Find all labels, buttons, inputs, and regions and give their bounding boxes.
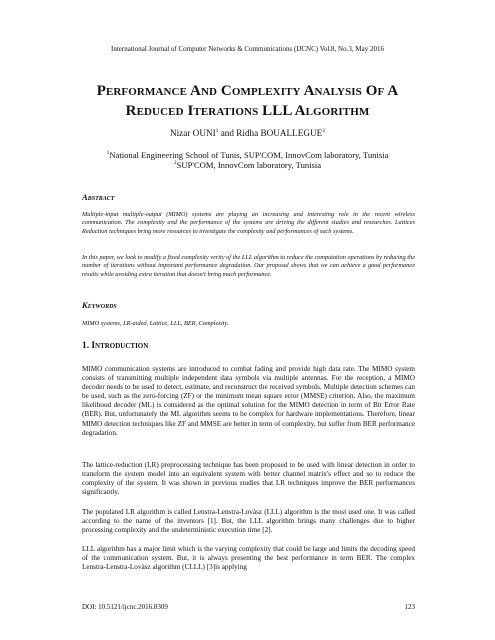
abstract-heading: Abstract [82,192,115,202]
abstract-paragraph-2: In this paper, we look to modify a fixed complexity verity of the LLL algorithm to reduce the computation operations by reducing the number of iterations without important performance degradation. Our proposal shows that we can achieve a good performance results while avoiding extra iteration that doesn't bring much performance. [82,254,415,278]
footer-doi: DOI: 10.5121/ijcnc.2016.8309 [82,603,168,611]
title-line-1: Performance And Complexity Analysis Of A [96,83,399,99]
intro-paragraph-4: LLL algorithm has a major limit which is the varying complexity that could be large and limits the decoding speed of the communication system. But, it is always presenting the best performance in term BER. The complex Lenstra-Lenstra-Lovàsz algorithm (CLLL) [3]is applying [82,545,415,572]
authors [60,128,435,138]
keywords-text: MIMO systems, LR-aided, Lattice, LLL, BER, Complexity. [82,320,229,327]
keywords-heading: Keywords [82,300,117,310]
author-2: and Ridha BOUALLEGUE [218,128,323,138]
affiliations [60,150,435,170]
intro-paragraph-2: The lattice-reduction (LR) preprocessing technique has been proposed to be used with linear detection in order to transform the system model into an equivalent system with better channel matrix's effect and so to reduce the complexity of the system. It was shown in previous studies that LR techniques improve the BER performances significantly. [82,461,415,497]
author-1: Nizar OUNI [169,128,216,138]
abstract-paragraph-1: Multiple-input multiple-output (MIMO) systems are playing an increasing and interesting role in the recent wireless communication. The complexity and the performance of the systems are driving the different studies and researches. Lattices Reduction techniques bring more resources to investigate the complexity and performances of such systems. [82,211,415,235]
title-line-2: Reduced Iterations LLL Algorithm [125,103,370,119]
intro-paragraph-1: MIMO communication systems are introduced to combat fading and provide high data rate. The MIMO system consists of transmitting multiple independent data symbols via multiple antennas. For the reception, a MIMO decoder needs to be used to detect, estimate, and reconstruct the received symbols. Multiple detection schemes can be used, such as the zero-forcing (ZF) or the minimum mean square error (MMSE) criterion. Also, the maximum likelihood decoder (ML) is considered as the optimal solution for the MIMO detection in term of Bit Error Rate (BER). But, unfortunately the ML algorithm seems to be complex for hardware implementations. Therefore, linear MIMO detection techniques like ZF and MMSE are better in term of complexity, but suffer from BER performance degradation. [82,365,415,437]
footer-page-number: 123 [404,603,415,611]
affiliation-2: $^2$SUP'COM, InnovCom laboratory, Tunisia [173,160,322,170]
paper-title [60,81,435,121]
author-1-sup: 1 [215,127,219,134]
author-2-sup: 2 [322,127,326,134]
affiliation-1: $^1$National Engineering School of Tunis, SUP'COM, InnovCom laboratory, Tunisia [106,150,389,160]
intro-paragraph-3: The populated LR algorithm is called Lenstra-Lenstra-Lovàsz (LLL) algorithm is the most used one. It was called according to the name of the inventors [1]. But, the LLL algorithm brings many challenges due to higher processing complexity and the undeterministic execution time [2]. [82,508,415,535]
intro-heading: 1. Introduction [82,341,149,351]
journal-header: International Journal of Computer Networks & Communications (IJCNC) Vol.8, No.3, May 2016 [111,45,384,53]
